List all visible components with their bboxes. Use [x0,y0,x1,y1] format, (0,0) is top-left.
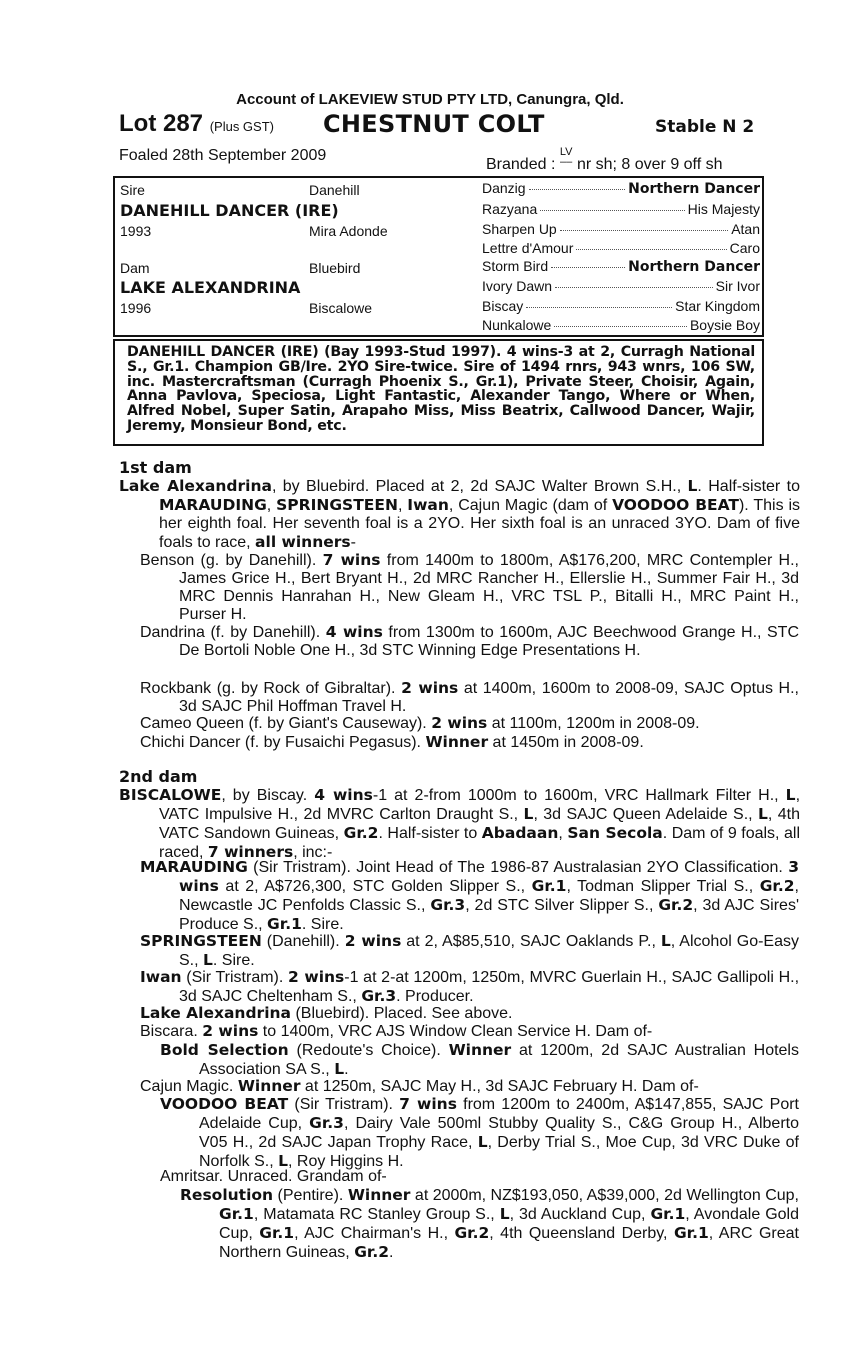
pedigree-entry: Lake Alexandrina (Bluebird). Placed. See above. [140,1004,513,1022]
pedigree-entry: Resolution (Pentire). Winner at 2000m, NZ$193,050, A$39,000, 2d Wellington Cup, Gr.1, Matamata RC Stanley Group S., L, 3d Auckland Cup, Gr.1, Avondale Gold Cup, Gr.1, AJC Chairman's H., Gr.2, 4th Queensland Derby, Gr.1, ARC Great Northern Guineas, Gr.2. [180,1186,800,1261]
sire-year: 1993 [120,223,152,239]
consignor-line: Account of LAKEVIEW STUD PTY LTD, Canungra, Qld. [236,91,624,108]
lot-number [119,110,274,138]
brand-info [486,147,723,174]
leader-dots [551,267,625,268]
sire-summary-box [113,339,764,446]
first-dam-heading: 1st dam [119,458,192,477]
dam-sire: Bluebird [309,260,361,276]
ancestor-name: Razyana [482,201,538,217]
dam-year: 1996 [120,300,152,316]
pedigree-entry: Cajun Magic. Winner at 1250m, SAJC May H., 3d SAJC February H. Dam of- [140,1077,699,1095]
pedigree-entry: Cameo Queen (f. by Giant's Causeway). 2 wins at 1100m, 1200m in 2008-09. [140,714,700,732]
sire-label: Sire [120,182,145,198]
pedigree-entry: Chichi Dancer (f. by Fusaichi Pegasus). Winner at 1450m in 2008-09. [140,733,644,751]
ancestor-name: Ivory Dawn [482,278,553,294]
ancestor-sire: Sir Ivor [715,278,760,294]
pedigree-entry: Lake Alexandrina, by Bluebird. Placed at 2, 2d SAJC Walter Brown S.H., L. Half-sister to MARAUDING, SPRINGSTEEN, Iwan, Cajun Magic (dam of VOODOO BEAT). This is her eighth foal. Her seventh foal is a 2YO. Her sixth foal is an unraced 3YO. Dam of five foals to race, all winners- [119,477,801,551]
pedigree-entry: SPRINGSTEEN (Danehill). 2 wins at 2, A$85,510, SAJC Oaklands P., L, Alcohol Go-Easy S., L. Sire. [140,932,799,969]
ancestor-row [482,258,760,275]
pedigree-entry: BISCALOWE, by Biscay. 4 wins-1 at 2-from 1000m to 1600m, VRC Hallmark Filter H., L, VATC Impulsive H., 2d MVRC Carlton Draught S., L, 3d SAJC Queen Adelaide S., L, 4th VATC Sandown Guineas, Gr.2. Half-sister to Abadaan, San Secola. Dam of 9 foals, all raced, 7 winners, inc:- [119,786,801,861]
pedigree-entry: MARAUDING (Sir Tristram). Joint Head of The 1986-87 Australasian 2YO Classification. 3 wins at 2, A$726,300, STC Golden Slipper S., Gr.1, Todman Slipper Trial S., Gr.2, Newcastle JC Penfolds Classic S., Gr.3, 2d STC Silver Slipper S., Gr.2, 3d AJC Sires' Produce S., Gr.1. Sire. [140,858,799,933]
dam-label: Dam [120,260,150,276]
pedigree-entry: Rockbank (g. by Rock of Gibraltar). 2 wins at 1400m, 1600m to 2008-09, SAJC Optus H., 3d SAJC Phil Hoffman Travel H. [140,679,799,715]
ancestor-sire: Northern Dancer [628,259,760,275]
ancestor-sire: Caro [729,240,760,256]
ancestor-name: Nunkalowe [482,317,552,333]
leader-dots [576,249,726,250]
ancestor-sire: His Majesty [687,201,760,217]
leader-dots [555,287,713,288]
ancestor-row [482,278,760,294]
stable-location: Stable N 2 [655,117,755,137]
ancestor-sire: Northern Dancer [628,181,760,197]
ancestor-row [482,201,760,217]
pedigree-entry: Biscara. 2 wins to 1400m, VRC AJS Window Clean Service H. Dam of- [140,1022,653,1040]
leader-dots [540,210,684,211]
sire-sire: Danehill [309,182,360,198]
pedigree-entry: Benson (g. by Danehill). 7 wins from 1400m to 1800m, A$176,200, MRC Contempler H., James Grice H., Bert Bryant H., 2d MRC Rancher H., Ellerslie H., Summer Fair H., 3d MRC Dennis Hanrahan H., New Gleam H., VRC TSL P., Bitalli H., MRC Paint H., Purser H. [140,551,799,623]
brand-description: nr sh; 8 over 9 off sh [576,156,723,173]
pedigree-table [113,176,764,337]
sire-dam: Mira Adonde [309,223,388,239]
ancestor-name: Danzig [482,180,526,196]
ancestor-row [482,298,760,314]
leader-dots [529,189,626,190]
ancestor-sire: Star Kingdom [675,298,760,314]
pedigree-entry: Bold Selection (Redoute's Choice). Winner at 1200m, 2d SAJC Australian Hotels Association SA S., L. [160,1041,799,1078]
ancestor-row [482,221,760,237]
pedigree-entry: Dandrina (f. by Danehill). 4 wins from 1300m to 1600m, AJC Beechwood Grange H., STC De Bortoli Noble One H., 3d STC Winning Edge Presentations H. [140,623,799,659]
lot-label: Lot 287 [119,110,204,137]
horse-description: CHESTNUT COLT [323,110,545,138]
brand-mark-text: LV [559,146,573,158]
pedigree-entry: VOODOO BEAT (Sir Tristram). 7 wins from 1200m to 2400m, A$147,855, SAJC Port Adelaide Cup, Gr.3, Dairy Vale 500ml Stubby Quality S., C&G Group H., Alberto V05 H., 2d SAJC Japan Trophy Race, L, Derby Trial S., Moe Cup, 3d VRC Duke of Norfolk S., L, Roy Higgins H. [160,1095,799,1170]
plus-gst-note: (Plus GST) [209,119,274,134]
sire-name: DANEHILL DANCER (IRE) [120,201,339,220]
pedigree-entry: Iwan (Sir Tristram). 2 wins-1 at 2-at 1200m, 1250m, MVRC Guerlain H., SAJC Gallipoli H., 3d SAJC Cheltenham S., Gr.3. Producer. [140,968,800,1005]
branded-label: Branded : [486,156,556,173]
ancestor-row [482,180,760,197]
foaled-date: Foaled 28th September 2009 [119,147,327,164]
dam-dam: Biscalowe [309,300,373,316]
ancestor-name: Lettre d'Amour [482,240,574,256]
ancestor-name: Storm Bird [482,258,549,274]
ancestor-sire: Atan [731,221,760,237]
leader-dots [526,307,672,308]
dam-name: LAKE ALEXANDRINA [120,278,301,297]
ancestor-name: Biscay [482,298,524,314]
leader-dots [560,230,728,231]
brand-mark-icon: LV ‒‒ [559,146,573,168]
ancestor-row [482,240,760,256]
ancestor-name: Sharpen Up [482,221,557,237]
ancestor-row [482,317,760,333]
sire-summary: DANEHILL DANCER (IRE) (Bay 1993-Stud 1997). 4 wins-3 at 2, Curragh National S., Gr.1. Champion GB/Ire. 2YO Sire-twice. Sire of 1494 rnrs, 943 wnrs, 106 SW, inc. Mastercraftsman (Curragh Phoenix S., Gr.1), Private Steer, Choisir, Again, Anna Pavlova, Speciosa, Light Fantastic, Alexander Tango, Where or When, Alfred Nobel, Super Satin, Arapaho Miss, Miss Beatrix, Callwood Dancer, Wajir, Jeremy, Monsieur Bond, etc. [127,344,755,434]
ancestor-sire: Boysie Boy [689,317,760,333]
leader-dots [554,326,687,327]
pedigree-entry: Amritsar. Unraced. Grandam of- [160,1168,387,1185]
second-dam-heading: 2nd dam [119,767,198,786]
